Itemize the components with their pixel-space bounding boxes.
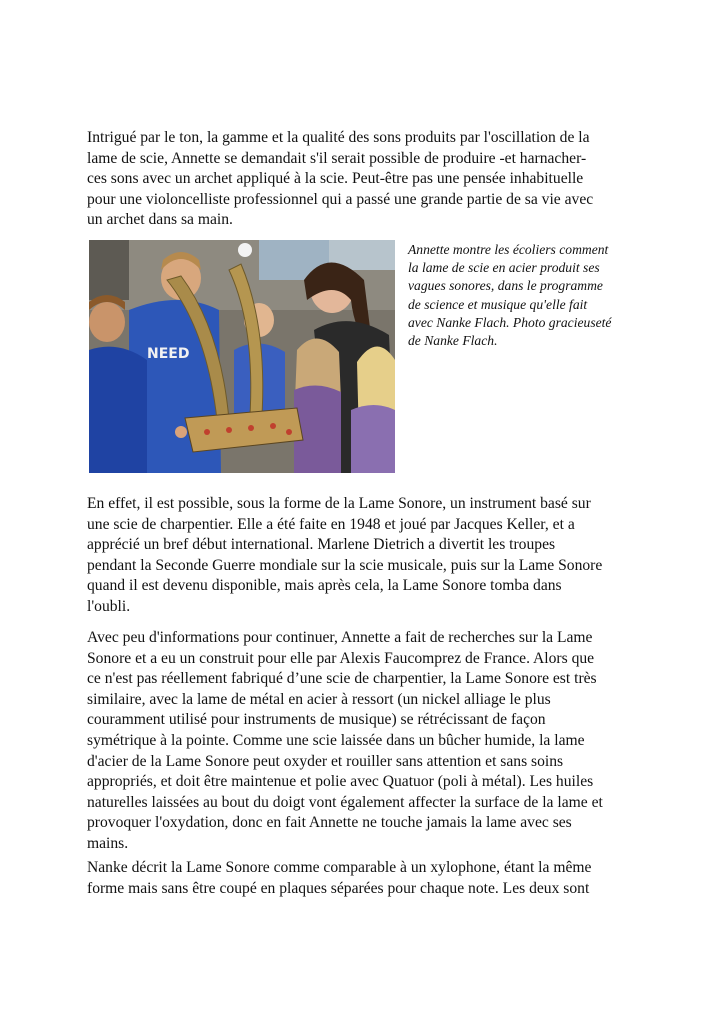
text-line: l'oubli. <box>87 597 131 615</box>
photo-caption <box>408 241 648 350</box>
text-line: ce n'est pas réellement fabriqué d’une scie de charpentier, la Lame Sonore est très <box>87 670 597 688</box>
text-line: d'acier de la Lame Sonore peut oxyder et rouiller sans attention et sans soins <box>87 752 564 770</box>
paragraph-3 <box>87 628 639 855</box>
paragraph-4 <box>87 858 639 899</box>
text-line: naturelles laissées au bout du doigt vont également affecter la surface de la lame et <box>87 793 603 811</box>
text-line: Avec peu d'informations pour continuer, Annette a fait de recherches sur la Lame <box>87 629 593 646</box>
text-line: Intrigué par le ton, la gamme et la qualité des sons produits par l'oscillation de la <box>87 129 590 146</box>
caption-line: vagues sonores, dans le programme <box>408 278 603 294</box>
svg-text:NEED: NEED <box>147 346 190 362</box>
text-line: Nanke décrit la Lame Sonore comme comparable à un xylophone, étant la même <box>87 859 592 876</box>
paragraph-1 <box>87 128 639 231</box>
caption-line: la lame de scie en acier produit ses <box>408 260 600 276</box>
text-line: apprécié un bref début international. Marlene Dietrich a divertit les troupes <box>87 536 556 554</box>
text-line: quand il est devenu disponible, mais après cela, la Lame Sonore tomba dans <box>87 577 562 595</box>
caption-line: de science et musique qu'elle fait <box>408 296 588 312</box>
caption-line: de Nanke Flach. <box>408 333 498 349</box>
text-line: lame de scie, Annette se demandait s'il serait possible de produire -et harnacher- <box>87 149 587 167</box>
paragraph-2 <box>87 494 639 618</box>
text-line: une scie de charpentier. Elle a été faite en 1948 et joué par Jacques Keller, et a <box>87 515 575 533</box>
text-line: forme mais sans être coupé en plaques séparées pour chaque note. Les deux sont <box>87 879 590 897</box>
text-line: pour une violoncelliste professionnel qui a passé une grande partie de sa vie avec <box>87 190 594 208</box>
text-line: En effet, il est possible, sous la forme de la Lame Sonore, un instrument basé sur <box>87 495 591 512</box>
caption-line: avec Nanke Flach. Photo gracieuseté <box>408 314 612 330</box>
text-line: mains. <box>87 834 129 852</box>
text-line: ces sons avec un archet appliqué à la scie. Peut-être pas une pensée inhabituelle <box>87 170 584 188</box>
text-line: appropriés, et doit être maintenue et polie avec Quatuor (poli à métal). Les huiles <box>87 773 594 791</box>
text-line: couramment utilisé pour instruments de musique) se rétrécissant de façon <box>87 711 546 729</box>
text-line: provoquer l'oxydation, donc en fait Annette ne touche jamais la lame avec ses <box>87 814 572 832</box>
photo-illustration <box>89 240 395 473</box>
classroom-photo <box>89 240 395 473</box>
text-line: similaire, avec la lame de métal en acier à ressort (un nickel alliage le plus <box>87 690 551 708</box>
text-line: un archet dans sa main. <box>87 211 233 229</box>
text-line: symétrique à la pointe. Comme une scie laissée dans un bûcher humide, la lame <box>87 731 585 749</box>
text-line: pendant la Seconde Guerre mondiale sur la scie musicale, puis sur la Lame Sonore <box>87 556 603 574</box>
caption-line: Annette montre les écoliers comment <box>408 242 609 257</box>
text-line: Sonore et a eu un construit pour elle par Alexis Faucomprez de France. Alors que <box>87 649 595 667</box>
